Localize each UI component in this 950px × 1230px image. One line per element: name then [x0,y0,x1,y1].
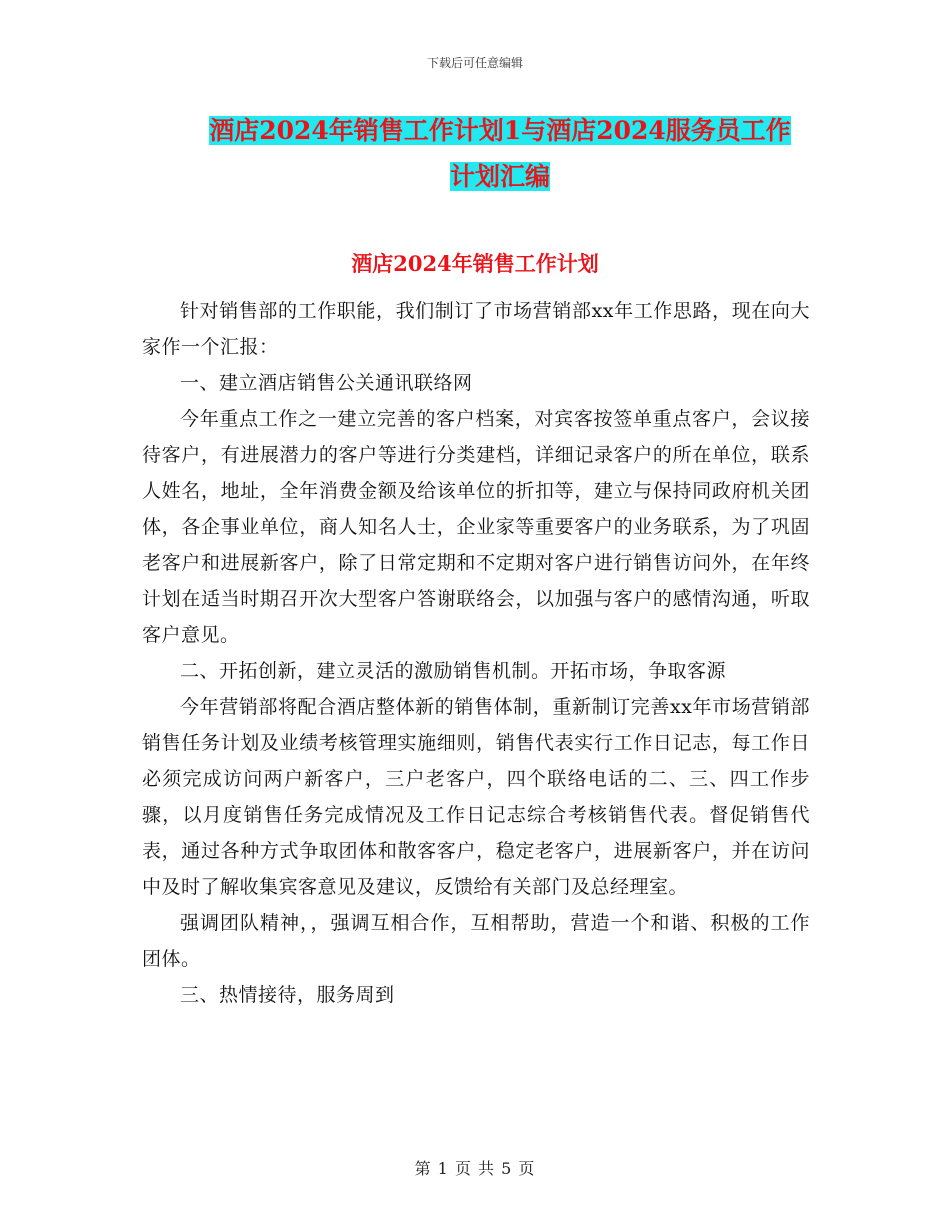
document-title [140,108,860,200]
page-indicator: 第 1 页 共 5 页 [414,1159,536,1178]
paragraph: 二、开拓创新，建立灵活的激励销售机制。开拓市场，争取客源 [180,660,727,682]
document-title-line-2: 计划汇编 [449,162,550,191]
paragraph: 强调团队精神，，强调互相合作，互相帮助，营造一个和谐、积极的工作团体。 [142,912,810,970]
paragraph: 今年重点工作之一建立完善的客户档案，对宾客按签单重点客户，会议接待客户，有进展潜力的客户等进行分类建档，详细记录客户的所在单位，联系人姓名，地址，全年消费金额及给该单位的折扣等，建立与保持同政府机关团体，各企事业单位，商人知名人士，企业家等重要客户的业务联系，为了巩固老客户和进展新客户，除了日常定期和不定期对客户进行销售访问外，在年终计划在适当时期召开次大型客户答谢联络会，以加强与客户的感情沟通，听取客户意见。 [142,408,810,646]
paragraph: 今年营销部将配合酒店整体新的销售体制，重新制订完善xx年市场营销部销售任务计划及业绩考核管理实施细则，销售代表实行工作日记志，每工作日必须完成访问两户新客户，三户老客户，四个联络电话的二、三、四工作步骤，以月度销售任务完成情况及工作日记志综合考核销售代表。督促销售代表，通过各种方式争取团体和散客客户，稳定老客户，进展新客户，并在访问中及时了解收集宾客意见及建议，反馈给有关部门及总经理室。 [142,696,810,898]
document-title-line-1: 酒店2024年销售工作计划1与酒店2024服务员工作 [209,116,791,145]
header-note: 下载后可任意编辑 [426,56,523,70]
section-title: 酒店2024年销售工作计划 [351,251,599,276]
paragraph: 针对销售部的工作职能，我们制订了市场营销部xx年工作思路，现在向大家作一个汇报： [142,300,810,358]
paragraph: 三、热情接待，服务周到 [180,984,395,1006]
document-body [142,293,810,1013]
paragraph: 一、建立酒店销售公关通讯联络网 [180,372,473,394]
